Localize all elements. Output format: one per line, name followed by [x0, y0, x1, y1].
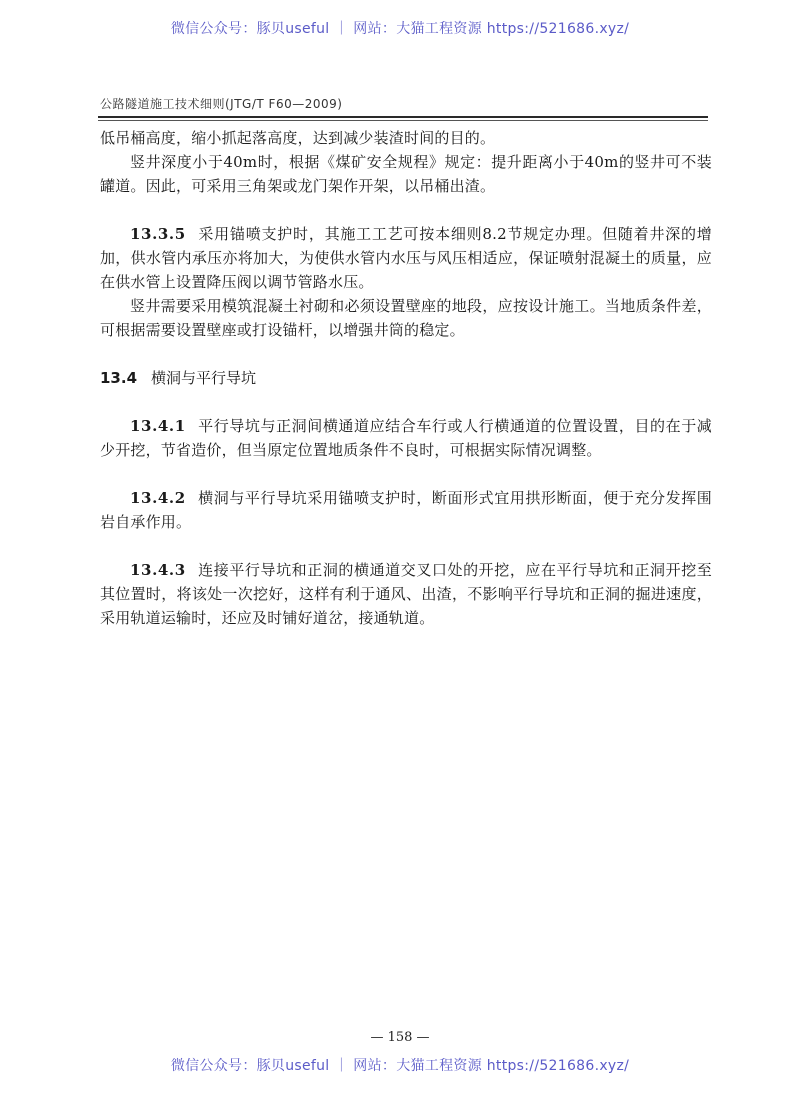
- clause-number: 13.4.1: [130, 417, 186, 435]
- paragraph-lining: 竖井需要采用模筑混凝土衬砌和必须设置壁座的地段，应按设计施工。当地质条件差，可根据需要设置壁座或打设锚杆，以增强井筒的稳定。: [100, 297, 712, 339]
- clause-13-4-3: [100, 558, 712, 630]
- header-rule: [98, 116, 708, 118]
- watermark-top: 微信公众号：豚贝useful ｜ 网站：大猫工程资源 https://521686.xyz/: [170, 21, 630, 37]
- section-heading-13-4: [100, 366, 712, 390]
- watermark-bottom: 微信公众号：豚贝useful ｜ 网站：大猫工程资源 https://521686.xyz/: [170, 1058, 630, 1074]
- paragraph-shaft-depth: 竖井深度小于40m时，根据《煤矿安全规程》规定：提升距离小于40m的竖井可不装罐道。因此，可采用三角架或龙门架作开架，以吊桶出渣。: [100, 153, 712, 195]
- running-header: 公路隧道施工技术细则(JTG/T F60—2009): [100, 97, 343, 111]
- clause-number: 13.3.5: [130, 225, 186, 243]
- clause-number: 13.4.2: [130, 489, 186, 507]
- page-number: — 158 —: [370, 1030, 430, 1045]
- clause-13-3-5: [100, 222, 712, 294]
- section-title: 横洞与平行导坑: [151, 369, 257, 387]
- page-body: [100, 126, 712, 630]
- clause-number: 13.4.3: [130, 561, 186, 579]
- section-number: 13.4: [100, 369, 138, 387]
- clause-13-4-2: [100, 486, 712, 534]
- header-rule-thin: [98, 120, 708, 121]
- paragraph-continued: 低吊桶高度，缩小抓起落高度，达到减少装渣时间的目的。: [100, 129, 496, 147]
- clause-text: 采用锚喷支护时，其施工工艺可按本细则8.2节规定办理。但随着井深的增加，供水管内承压亦将加大，为使供水管内水压与风压相适应，保证喷射混凝土的质量，应在供水管上设置降压阀以调节管路水压。: [100, 225, 712, 291]
- clause-text: 连接平行导坑和正洞的横通道交叉口处的开挖，应在平行导坑和正洞开挖至其位置时，将该处一次挖好，这样有利于通风、出渣，不影响平行导坑和正洞的掘进速度，采用轨道运输时，还应及时铺好道岔，接通轨道。: [100, 561, 712, 627]
- clause-13-4-1: [100, 414, 712, 462]
- clause-text: 横洞与平行导坑采用锚喷支护时，断面形式宜用拱形断面，便于充分发挥围岩自承作用。: [100, 489, 712, 531]
- clause-text: 平行导坑与正洞间横通道应结合车行或人行横通道的位置设置，目的在于减少开挖，节省造价，但当原定位置地质条件不良时，可根据实际情况调整。: [100, 417, 712, 459]
